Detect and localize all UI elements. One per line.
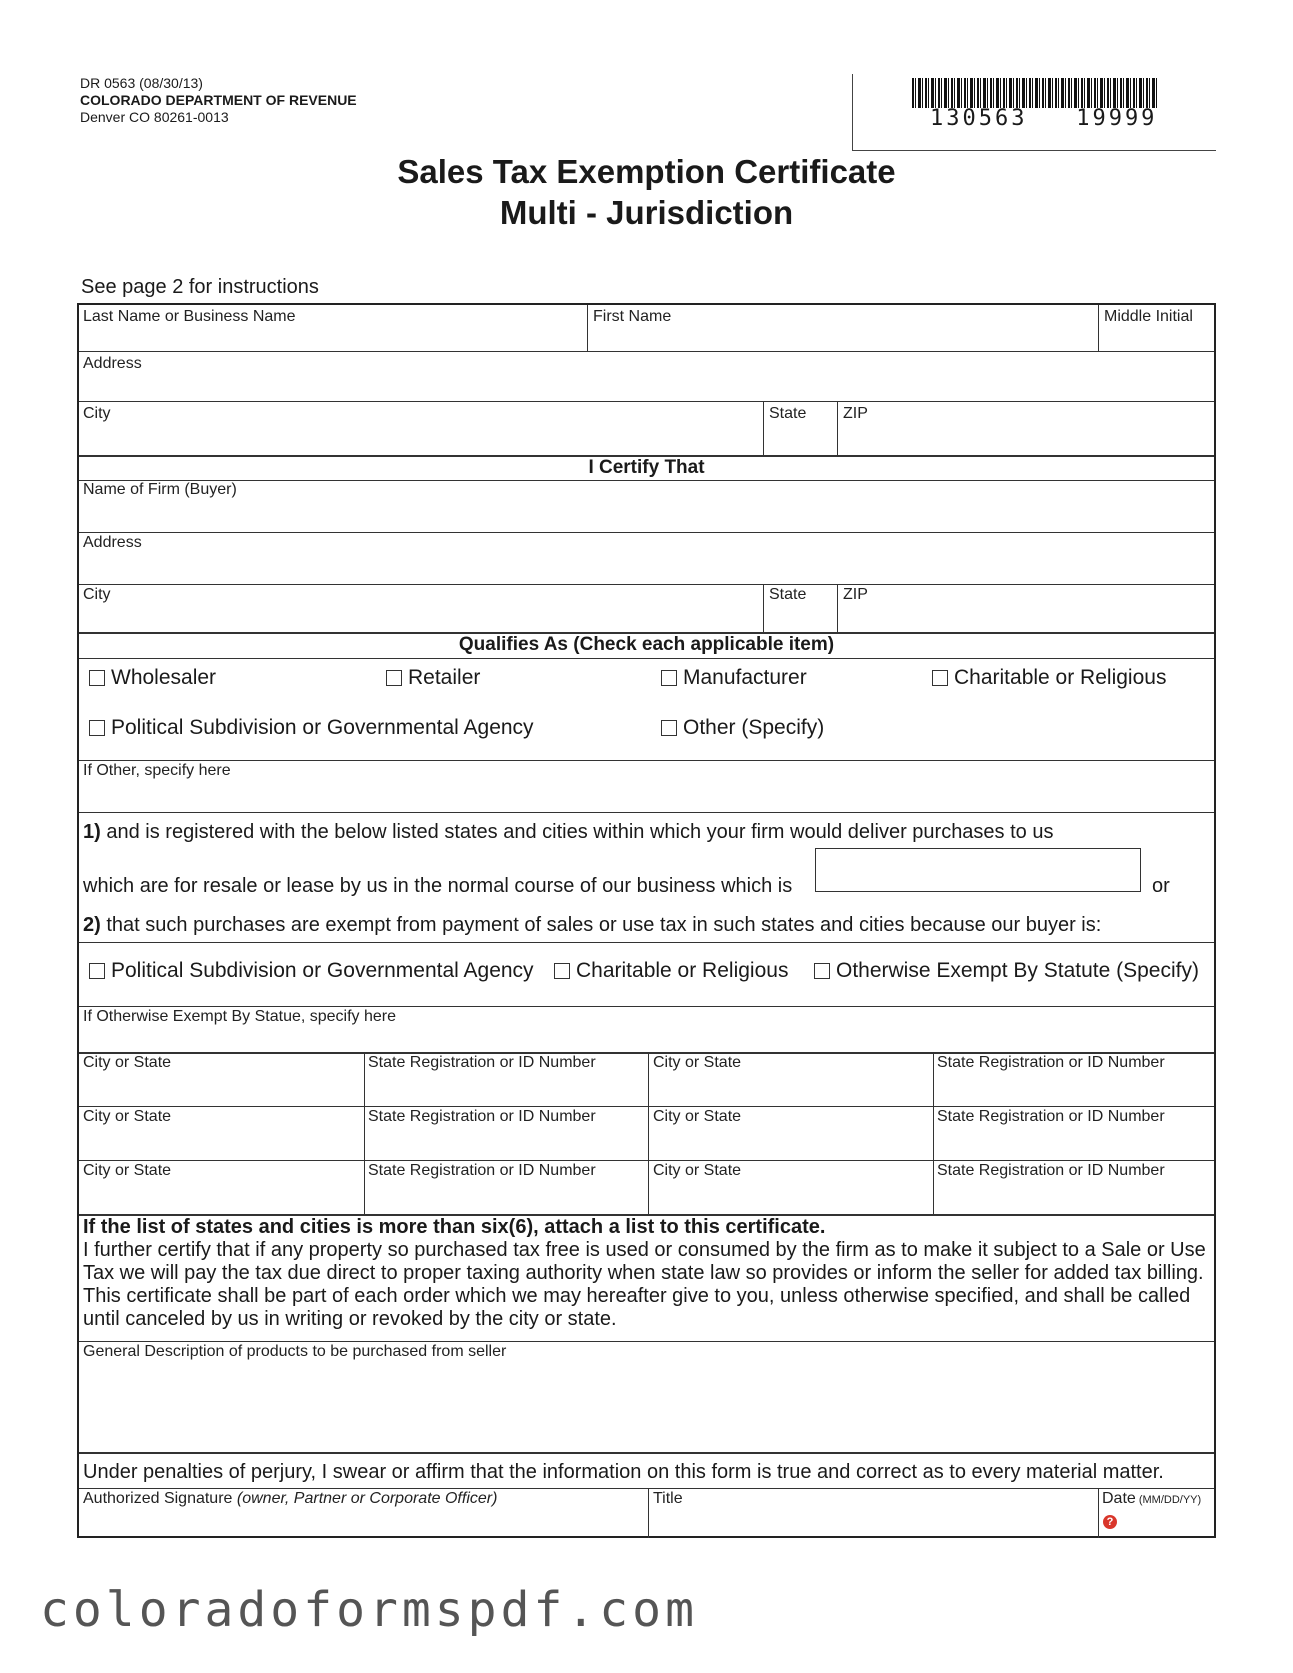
- barcode-number: 130563 19999: [930, 106, 1158, 131]
- business-type-input[interactable]: [815, 848, 1141, 892]
- seller-state-label: State: [769, 405, 807, 422]
- reg-city-label: City or State: [83, 1162, 172, 1179]
- buyer-statute-checkbox[interactable]: [814, 963, 830, 979]
- charitable-checkbox[interactable]: [932, 670, 948, 686]
- statement-text-1: and is registered with the below listed states and cities within which your firm would deliver purchases to us: [100, 821, 1054, 843]
- statement-line-2: which are for resale or lease by us in the normal course of our business which is: [83, 875, 793, 897]
- buyer-statute-option[interactable]: [814, 959, 1199, 983]
- statement-number-1: 1): [83, 821, 101, 843]
- signature-label: [83, 1490, 497, 1508]
- divider: [79, 1341, 1214, 1342]
- divider: [648, 1052, 649, 1214]
- divider: [933, 1052, 934, 1214]
- signature-label-note: (owner, Partner or Corporate Officer): [232, 1490, 498, 1507]
- date-label: [1102, 1490, 1201, 1508]
- help-icon[interactable]: ?: [1103, 1515, 1117, 1529]
- watermark: coloradoformspdf.com: [40, 1582, 698, 1638]
- option-label: Charitable or Religious: [954, 666, 1167, 689]
- reg-id-label: State Registration or ID Number: [368, 1162, 596, 1179]
- divider: [79, 1488, 1214, 1489]
- certify-heading: I Certify That: [588, 457, 705, 478]
- date-label-text: Date: [1102, 1490, 1136, 1507]
- qualifies-heading: Qualifies As (Check each applicable item): [458, 634, 835, 655]
- wholesaler-checkbox[interactable]: [89, 670, 105, 686]
- seller-address-label: Address: [83, 355, 142, 372]
- signature-label-text: Authorized Signature: [83, 1490, 233, 1507]
- or-text: or: [1152, 875, 1170, 897]
- barcode-box-left-rule: [852, 74, 853, 150]
- divider: [837, 401, 838, 455]
- option-label: Other (Specify): [683, 716, 825, 739]
- department-location: Denver CO 80261-0013: [80, 109, 229, 125]
- option-label: Otherwise Exempt By Statute (Specify): [836, 959, 1199, 982]
- barcode: [912, 78, 1158, 108]
- barcode-box-bottom-rule: [852, 150, 1216, 151]
- first-name-label: First Name: [593, 308, 672, 325]
- buyer-state-label: State: [769, 586, 807, 603]
- option-label: Charitable or Religious: [576, 959, 789, 982]
- statute-specify-label: If Otherwise Exempt By Statue, specify here: [83, 1008, 397, 1025]
- attach-list-note: If the list of states and cities is more than six(6), attach a list to this certificate.: [83, 1216, 826, 1238]
- charitable-option[interactable]: [932, 666, 1166, 690]
- divider: [79, 812, 1214, 813]
- wholesaler-option[interactable]: [89, 666, 216, 690]
- reg-city-label: City or State: [83, 1054, 172, 1071]
- option-label: Wholesaler: [111, 666, 217, 689]
- buyer-address-label: Address: [83, 534, 142, 551]
- option-label: Retailer: [408, 666, 481, 689]
- instructions-note: See page 2 for instructions: [81, 276, 319, 298]
- reg-city-label: City or State: [83, 1108, 172, 1125]
- reg-id-label: State Registration or ID Number: [937, 1108, 1165, 1125]
- option-label: Manufacturer: [683, 666, 807, 689]
- form-number: DR 0563 (08/30/13): [80, 75, 203, 91]
- page-subtitle: Multi - Jurisdiction: [499, 194, 794, 231]
- seller-zip-label: ZIP: [843, 405, 868, 422]
- seller-city-label: City: [83, 405, 111, 422]
- perjury-statement: Under penalties of perjury, I swear or affirm that the information on this form is true and correct as to every material matter.: [83, 1461, 1164, 1483]
- reg-city-label: City or State: [653, 1054, 742, 1071]
- divider: [79, 351, 1214, 352]
- political-subdivision-checkbox[interactable]: [89, 720, 105, 736]
- divider: [364, 1052, 365, 1214]
- buyer-charitable-checkbox[interactable]: [554, 963, 570, 979]
- divider: [79, 1106, 1214, 1107]
- manufacturer-checkbox[interactable]: [661, 670, 677, 686]
- buyer-city-label: City: [83, 586, 111, 603]
- description-label: General Description of products to be purchased from seller: [83, 1343, 507, 1360]
- manufacturer-option[interactable]: [661, 666, 807, 690]
- divider: [837, 584, 838, 632]
- reg-id-label: State Registration or ID Number: [368, 1054, 596, 1071]
- divider: [79, 1160, 1214, 1161]
- retailer-checkbox[interactable]: [386, 670, 402, 686]
- reg-city-label: City or State: [653, 1108, 742, 1125]
- reg-city-label: City or State: [653, 1162, 742, 1179]
- divider: [1098, 305, 1099, 351]
- other-option[interactable]: [661, 716, 824, 740]
- buyer-political-option[interactable]: [89, 959, 534, 983]
- middle-initial-label: Middle Initial: [1104, 308, 1193, 325]
- divider: [79, 584, 1214, 585]
- other-specify-label: If Other, specify here: [83, 762, 231, 779]
- last-name-label: Last Name or Business Name: [83, 308, 296, 325]
- reg-id-label: State Registration or ID Number: [937, 1054, 1165, 1071]
- buyer-political-checkbox[interactable]: [89, 963, 105, 979]
- reg-id-label: State Registration or ID Number: [368, 1108, 596, 1125]
- divider: [763, 584, 764, 632]
- divider: [79, 1452, 1214, 1454]
- divider: [79, 760, 1214, 761]
- statement-number-2: 2): [83, 914, 101, 936]
- divider: [79, 480, 1214, 481]
- firm-name-label: Name of Firm (Buyer): [83, 481, 237, 498]
- political-subdivision-option[interactable]: [89, 716, 534, 740]
- retailer-option[interactable]: [386, 666, 480, 690]
- statement-line-1: [83, 821, 1053, 844]
- other-checkbox[interactable]: [661, 720, 677, 736]
- title-label: Title: [653, 1490, 683, 1507]
- date-format-hint: (MM/DD/YY): [1135, 1494, 1202, 1506]
- divider: [79, 401, 1214, 402]
- divider: [1098, 1488, 1099, 1538]
- divider: [79, 1006, 1214, 1007]
- divider: [587, 305, 588, 351]
- statement-line-3: [83, 914, 1101, 937]
- divider: [79, 532, 1214, 533]
- page-title: Sales Tax Exemption Certificate: [397, 153, 896, 190]
- buyer-charitable-option[interactable]: [554, 959, 788, 983]
- reg-id-label: State Registration or ID Number: [937, 1162, 1165, 1179]
- buyer-zip-label: ZIP: [843, 586, 868, 603]
- divider: [648, 1488, 649, 1538]
- option-label: Political Subdivision or Governmental Agency: [111, 716, 534, 739]
- divider: [79, 658, 1214, 659]
- exemption-form: [77, 303, 1216, 1538]
- certification-text: I further certify that if any property so purchased tax free is used or consumed by the firm as to make it subject to a Sale or Use Tax we will pay the tax due direct to proper taxing authority when state law so provides or inform the seller for added tax billing. This certificate shall be part of each order which we may hereafter give to you, unless otherwise specified, and shall be called until canceled by us in writing or revoked by the city or state.: [83, 1239, 1206, 1330]
- statement-text-3: that such purchases are exempt from payment of sales or use tax in such states and cities because our buyer is:: [100, 914, 1102, 936]
- divider: [79, 942, 1214, 943]
- divider: [763, 401, 764, 455]
- option-label: Political Subdivision or Governmental Agency: [111, 959, 534, 982]
- further-certification: [83, 1216, 1208, 1331]
- department-name: COLORADO DEPARTMENT OF REVENUE: [80, 92, 357, 108]
